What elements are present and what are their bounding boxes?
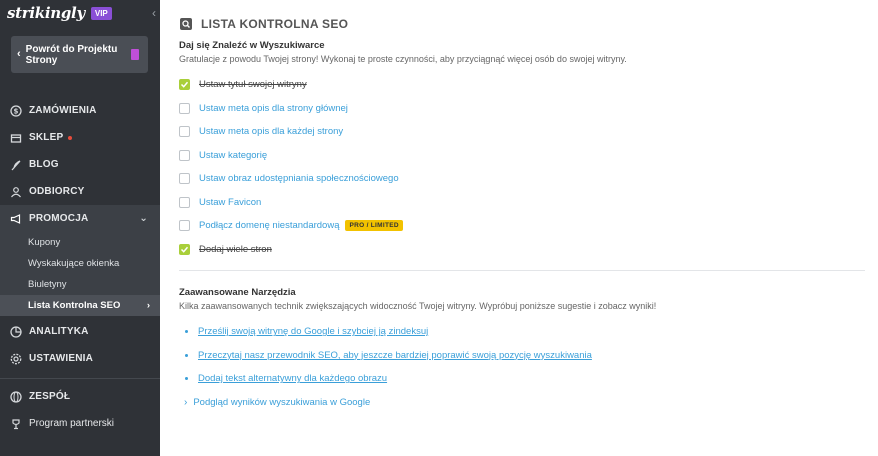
sidebar-item-blog[interactable] xyxy=(0,151,160,178)
bullet-icon xyxy=(185,330,188,333)
section-description-advanced-tools: Kilka zaawansowanych technik zwiększających widoczność Twojej witryny. Wypróbuj poniższe sugestie i zobacz wyniki! xyxy=(179,301,657,311)
chart-icon xyxy=(10,326,22,338)
dollar-icon xyxy=(10,105,22,117)
sidebar-item-label: ANALITYKA xyxy=(29,326,89,337)
sidebar-item-label: Program partnerski xyxy=(29,418,115,429)
task-link[interactable]: Ustaw meta opis dla każdej strony xyxy=(199,126,344,138)
checkbox[interactable] xyxy=(179,103,190,114)
checkbox[interactable] xyxy=(179,220,190,231)
advanced-tools-list xyxy=(179,320,878,414)
task-link[interactable]: Ustaw obraz udostępniania społecznościowego xyxy=(199,173,399,185)
sidebar xyxy=(0,0,160,456)
sidebar-item-orders[interactable] xyxy=(0,97,160,124)
brand xyxy=(0,0,160,26)
gear-icon xyxy=(10,353,22,365)
section-title-get-found: Daj się Znaleźć w Wyszukiwarce xyxy=(179,40,325,51)
subnav-item-coupons[interactable]: Kupony xyxy=(28,237,61,248)
seo-guide-link[interactable]: Przeczytaj nasz przewodnik SEO, aby jeszcze bardziej poprawić swoją pozycję wyszukiwania xyxy=(198,349,592,361)
seo-task-list xyxy=(179,73,878,261)
search-document-icon xyxy=(179,17,193,31)
checkbox[interactable] xyxy=(179,150,190,161)
back-button-label xyxy=(26,44,118,66)
bullet-icon xyxy=(185,354,188,357)
subnav-item-label: Lista Kontrolna SEO xyxy=(28,300,121,311)
task-item[interactable] xyxy=(179,120,878,144)
pro-limited-badge: PRO / LIMITED xyxy=(345,220,402,231)
sidebar-nav xyxy=(0,97,160,437)
megaphone-icon xyxy=(10,213,22,225)
svg-text:$: $ xyxy=(13,107,19,116)
checkbox-checked[interactable] xyxy=(179,79,190,90)
sidebar-divider xyxy=(0,378,160,379)
sidebar-item-store[interactable] xyxy=(0,124,160,151)
checkbox-checked[interactable] xyxy=(179,244,190,255)
promotion-submenu xyxy=(0,232,160,316)
sidebar-item-analytics[interactable] xyxy=(0,318,160,345)
task-label: Ustaw tytuł swojej witryny xyxy=(199,79,307,91)
task-item[interactable] xyxy=(179,238,878,262)
sidebar-item-promotion[interactable] xyxy=(0,205,160,232)
submit-to-google-link[interactable]: Prześlij swoją witrynę do Google i szybciej ją zindeksuj xyxy=(198,326,429,338)
collapse-sidebar-icon[interactable]: ‹ xyxy=(152,6,156,20)
bullet-icon xyxy=(185,377,188,380)
list-item xyxy=(179,344,878,368)
subnav-item-popups[interactable]: Wyskakujące okienka xyxy=(28,258,120,269)
task-item[interactable] xyxy=(179,167,878,191)
sidebar-item-label: ZESPÓŁ xyxy=(29,391,71,402)
chevron-right-icon: › xyxy=(184,396,188,408)
google-preview-label: Podgląd wyników wyszukiwania w Google xyxy=(193,396,371,408)
task-item[interactable] xyxy=(179,73,878,97)
checkbox[interactable] xyxy=(179,197,190,208)
sidebar-item-label: ODBIORCY xyxy=(29,186,85,197)
chevron-right-icon: › xyxy=(146,300,150,311)
sidebar-item-label: BLOG xyxy=(29,159,59,170)
task-item[interactable] xyxy=(179,97,878,121)
list-item xyxy=(179,320,878,344)
main-content xyxy=(160,0,878,456)
section-description-get-found: Gratulacje z powodu Twojej strony! Wykonaj te proste czynności, aby przyciągnąć więcej osób do swojej witryny. xyxy=(179,54,627,64)
sidebar-item-label: PROMOCJA xyxy=(29,213,89,224)
quill-icon xyxy=(10,159,22,171)
sidebar-item-label: SKLEP xyxy=(29,132,64,143)
trophy-icon xyxy=(10,418,22,430)
globe-icon xyxy=(10,391,22,403)
document-icon xyxy=(131,49,139,60)
task-link[interactable]: Ustaw Favicon xyxy=(199,196,262,208)
chevron-left-icon: ‹ xyxy=(17,48,21,60)
subnav-item-newsletters[interactable]: Biuletyny xyxy=(28,279,67,290)
task-item[interactable] xyxy=(179,191,878,215)
section-divider xyxy=(179,270,865,271)
checkbox[interactable] xyxy=(179,173,190,184)
back-label-line2: Strony xyxy=(25,54,58,66)
task-link[interactable]: Ustaw kategorię xyxy=(199,149,268,161)
page-header xyxy=(179,16,878,32)
store-icon xyxy=(10,132,22,144)
notification-dot xyxy=(68,136,72,140)
sidebar-item-team[interactable] xyxy=(0,383,160,410)
list-item xyxy=(179,367,878,391)
back-to-site-button[interactable] xyxy=(11,36,148,73)
subnav-item-seo-checklist[interactable] xyxy=(0,295,160,316)
sidebar-item-settings[interactable] xyxy=(0,345,160,372)
chevron-down-icon: ⌄ xyxy=(139,213,148,224)
back-label-line1: Powrót do Projektu xyxy=(25,43,118,55)
google-preview-toggle[interactable] xyxy=(179,391,878,415)
checkbox[interactable] xyxy=(179,126,190,137)
vip-badge: VIP xyxy=(91,7,112,20)
sidebar-item-partner-program[interactable] xyxy=(0,410,160,437)
sidebar-item-label: ZAMÓWIENIA xyxy=(29,105,97,116)
sidebar-item-audience[interactable] xyxy=(0,178,160,205)
task-item[interactable] xyxy=(179,214,878,238)
task-item[interactable] xyxy=(179,144,878,168)
task-link[interactable]: Podłącz domenę niestandardową xyxy=(199,220,340,232)
strikingly-logo[interactable]: strikingly xyxy=(7,4,85,22)
alt-text-link[interactable]: Dodaj tekst alternatywny dla każdego obrazu xyxy=(198,373,388,385)
users-icon xyxy=(10,186,22,198)
task-label: Dodaj wiele stron xyxy=(199,243,272,255)
sidebar-item-label: USTAWIENIA xyxy=(29,353,94,364)
task-link[interactable]: Ustaw meta opis dla strony głównej xyxy=(199,102,348,114)
section-title-advanced-tools: Zaawansowane Narzędzia xyxy=(179,287,296,298)
page-title: LISTA KONTROLNA SEO xyxy=(201,17,349,31)
